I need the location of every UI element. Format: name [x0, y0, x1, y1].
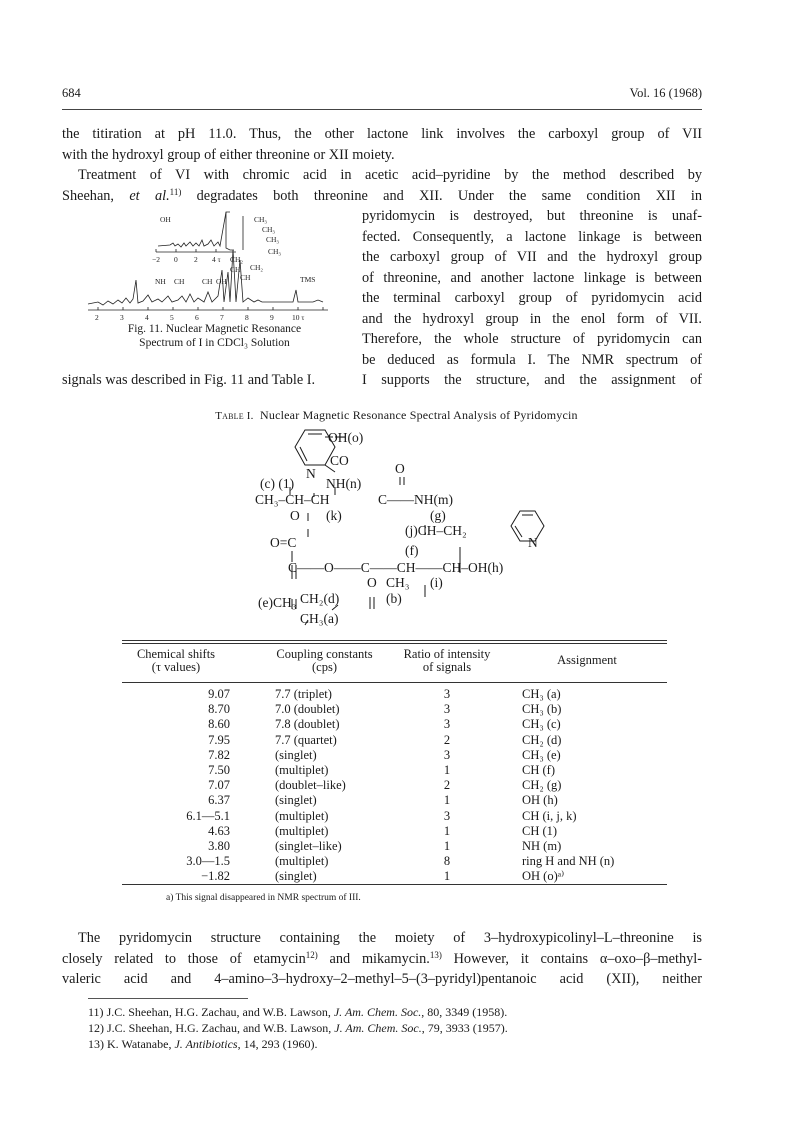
text-line: with the hydroxyl group of either threonine or XII moiety.: [62, 146, 395, 163]
peak-label: NH: [155, 277, 166, 286]
label-oh: OH: [160, 215, 171, 224]
cell-coupling: (singlet): [275, 747, 317, 762]
text-line: The pyridomycin structure containing the moiety of 3–hydroxypicolinyl–L–threonine is: [78, 930, 702, 946]
text-line: Treatment of VI with chromic acid in acetic acid–pyridine by the method described by: [78, 167, 702, 183]
text-line: be deduced as formula I. The NMR spectrum of: [362, 351, 702, 368]
cell-shift: 7.07: [208, 778, 230, 793]
cell-ratio: 3: [443, 717, 451, 732]
tick-label: 9: [270, 313, 274, 322]
cell-shift: 8.60: [208, 717, 230, 732]
formula-text: CH₃(a): [300, 611, 339, 626]
tick-label: 4 τ: [212, 255, 221, 264]
cell-ratio: 1: [443, 762, 451, 777]
formula-text: CH₃: [386, 575, 410, 590]
cell-assignment: CH (1): [522, 823, 558, 838]
footnote-authors: J.C. Sheehan, H.G. Zachau, and W.B. Lawson,: [106, 1005, 334, 1019]
formula-text: O: [290, 508, 300, 523]
peak-label: CH₂: [230, 255, 244, 264]
cell-assignment: CH₃ (e): [522, 747, 561, 762]
footnotes: [88, 1004, 508, 1052]
footnote-citation: , 80, 3349 (1958).: [421, 1005, 508, 1019]
header-chemical-shifts: Chemical shifts (τ values): [136, 647, 216, 674]
cell-coupling: (multiplet): [275, 854, 329, 869]
cell-coupling: (multiplet): [275, 762, 329, 777]
peak-label: CH: [174, 277, 185, 286]
formula-text: (i): [430, 575, 443, 590]
table-rule-top-2: [122, 643, 667, 644]
table-rule-bottom: [122, 884, 667, 885]
text-line: valeric acid and 4–amino–3–hydroxy–2–methyl–5–(3–pyridyl)pentanoic acid (XII), neither: [62, 971, 702, 987]
formula-text: CO: [330, 453, 349, 468]
cell-shift: −1.82: [201, 869, 230, 884]
cell-coupling: 7.8 (doublet): [275, 717, 340, 732]
table-row: [122, 809, 667, 824]
footnote-journal: J. Am. Chem. Soc.: [334, 1021, 422, 1035]
footnote-citation: , 14, 293 (1960).: [237, 1037, 318, 1051]
cell-assignment: CH₂ (g): [522, 778, 562, 793]
table-rule-top: [122, 640, 667, 641]
cell-ratio: 3: [443, 747, 451, 762]
cell-coupling: 7.0 (doublet): [275, 702, 340, 717]
table-row: [122, 748, 667, 763]
peak-label-tms: TMS: [300, 275, 316, 284]
label-ch3: CH₃: [254, 215, 268, 224]
table-row: [122, 733, 667, 748]
cell-shift: 6.1—5.1: [186, 808, 230, 823]
label-ch3: CH₃: [266, 235, 280, 244]
table-rule-mid: [122, 682, 667, 683]
footnote-authors: K. Watanabe,: [107, 1037, 175, 1051]
volume-label: Vol. 16 (1968): [629, 86, 702, 100]
tick-label: 7: [220, 313, 224, 322]
cell-ratio: 1: [443, 869, 451, 884]
tick-label: 2: [194, 255, 198, 264]
peak-label: OH: [216, 277, 227, 286]
formula-text: (c) (1): [260, 476, 295, 491]
table-row: [122, 839, 667, 854]
cell-assignment: CH (f): [522, 762, 555, 777]
footnote-number: 11): [88, 1005, 104, 1019]
footnote-number: 12): [88, 1021, 104, 1035]
formula-text: O=C: [270, 535, 297, 550]
formula-text: (g): [430, 508, 446, 523]
cell-shift: 7.82: [208, 747, 230, 762]
table-row: [122, 824, 667, 839]
cell-ratio: 1: [443, 823, 451, 838]
text-line: Sheehan, et al.$^{11)}$ degradates both threonine and XII. Under the same condition XII in: [62, 186, 702, 204]
footnote: [88, 1036, 508, 1052]
cell-ratio: 1: [443, 838, 451, 853]
page-number: 684: [62, 86, 81, 100]
formula-text: (k): [326, 508, 342, 523]
footnote-journal: J. Antibiotics: [174, 1037, 238, 1051]
formula-text: NH(n): [326, 476, 362, 491]
table-body: [122, 687, 667, 884]
footnote-rule: [88, 998, 248, 999]
reference-13: 13): [429, 949, 442, 960]
cell-assignment: ring H and NH (n): [522, 854, 615, 869]
et-al: et al.: [129, 187, 170, 204]
cell-assignment: CH₃ (c): [522, 717, 561, 732]
paragraph-1: [62, 124, 702, 206]
formula-text: OH(o): [328, 430, 364, 445]
cell-ratio: 3: [443, 808, 451, 823]
header-assignment: Assignment: [557, 653, 617, 667]
cell-assignment: OH (h): [522, 793, 558, 808]
formula-text: (j)CH–CH₂: [405, 523, 467, 538]
table-footnote: a) This signal disappeared in NMR spectrum of III.: [166, 893, 361, 903]
formula-text: (e)CH₃: [258, 595, 297, 610]
table-row: [122, 717, 667, 732]
cell-coupling: (singlet): [275, 793, 317, 808]
footnote-citation: , 79, 3933 (1957).: [421, 1021, 508, 1035]
table-title: Table I. Nuclear Magnetic Resonance Spectral Analysis of Pyridomycin: [215, 408, 578, 422]
cell-coupling: (multiplet): [275, 823, 329, 838]
text-line: closely related to those of etamycin$^{12)}$ and mikamycin.$^{13)}$ However, it contains α–oxo–β–methyl-: [62, 949, 702, 967]
tick-label: 5: [170, 313, 174, 322]
cell-ratio: 1: [443, 793, 451, 808]
peak-label: CH: [240, 273, 251, 282]
formula-text: C——NH(m): [378, 492, 453, 507]
text-line: Therefore, the whole structure of pyridomycin can: [362, 331, 702, 347]
page-header: [62, 86, 702, 106]
tick-label: 8: [245, 313, 249, 322]
cell-shift: 6.37: [208, 793, 230, 808]
label-ch3: CH₃: [268, 247, 282, 256]
table-row: [122, 687, 667, 702]
peak-label: CH₂: [250, 263, 264, 272]
header-coupling-constants: Coupling constants (cps): [276, 647, 373, 674]
text-line: signals was described in Fig. 11 and Table I.: [62, 372, 316, 388]
structural-formula: [230, 425, 550, 640]
cell-assignment: CH₃ (a): [522, 687, 561, 701]
text-line: the titiration at pH 11.0. Thus, the other lactone link involves the carboxyl group of VII: [62, 126, 702, 142]
cell-assignment: NH (m): [522, 838, 562, 853]
paragraph-2: [62, 928, 702, 990]
table-header: [122, 647, 667, 681]
reference-12: 12): [305, 949, 318, 960]
cell-ratio: 2: [443, 732, 451, 747]
text-line: fected. Consequently, a lactone linkage is between: [362, 228, 702, 245]
formula-text: O: [367, 575, 377, 590]
tick-label: 10 τ: [292, 313, 305, 322]
text-line: the carboxyl group of VII and the hydroxyl group: [362, 249, 702, 265]
cell-shift: 7.50: [208, 762, 230, 777]
cell-coupling: (doublet–like): [275, 778, 346, 793]
footnote: [88, 1004, 508, 1020]
cell-coupling: (singlet–like): [275, 838, 342, 853]
text-line: pyridomycin is destroyed, but threonine is unaf-: [362, 208, 702, 224]
formula-text: CH₃–CH–CH: [255, 492, 330, 507]
formula-text: (f): [405, 543, 419, 558]
footnote-authors: J.C. Sheehan, H.G. Zachau, and W.B. Lawson,: [107, 1021, 335, 1035]
paragraph-1-column: [362, 206, 702, 391]
peak-label: CH: [202, 277, 213, 286]
formula-text: N: [528, 535, 538, 550]
reference-11: 11): [169, 186, 182, 197]
table-row: [122, 869, 667, 884]
formula-text: C——O——C——CH——CH–OH(h): [288, 560, 504, 575]
table-row: [122, 854, 667, 869]
cell-ratio: 3: [443, 702, 451, 717]
tick-label: 4: [145, 313, 149, 322]
cell-shift: 7.95: [208, 732, 230, 747]
text-line: of threonine, and another lactone linkage is between: [362, 269, 702, 286]
cell-assignment: OH (o)ᵃ⁾: [522, 869, 565, 884]
formula-text: N: [306, 466, 316, 481]
figure-caption: Fig. 11. Nuclear Magnetic Resonance Spectrum of I in CDCl₃ Solution: [127, 323, 302, 349]
tick-label: 0: [174, 255, 178, 264]
tick-label: −2: [152, 255, 160, 264]
table-row: [122, 793, 667, 808]
peak-label: CH: [230, 265, 241, 274]
tick-label: 2: [95, 313, 99, 322]
label-ch3: CH₃: [262, 225, 276, 234]
text-line: the terminal carboxyl group of pyridomycin acid: [362, 290, 702, 306]
formula-text: CH₂(d): [300, 591, 340, 606]
table-row: [122, 778, 667, 793]
footnote-journal: J. Am. Chem. Soc.: [333, 1005, 422, 1019]
cell-shift: 4.63: [208, 823, 230, 838]
cell-coupling: 7.7 (triplet): [275, 687, 332, 701]
cell-coupling: (multiplet): [275, 808, 329, 823]
cell-ratio: 2: [443, 778, 451, 793]
text-line: I supports the structure, and the assignment of: [362, 372, 702, 388]
header-rule: [62, 109, 702, 110]
cell-shift: 9.07: [208, 687, 230, 701]
footnote-number: 13): [88, 1037, 104, 1051]
formula-text: O: [395, 461, 405, 476]
cell-shift: 8.70: [208, 702, 230, 717]
tick-label: 3: [120, 313, 124, 322]
cell-assignment: CH (i, j, k): [522, 808, 577, 823]
cell-shift: 3.80: [208, 838, 230, 853]
footnote: [88, 1020, 508, 1036]
cell-shift: 3.0—1.5: [186, 854, 230, 869]
cell-coupling: (singlet): [275, 869, 317, 884]
table-row: [122, 702, 667, 717]
cell-coupling: 7.7 (quartet): [275, 732, 337, 747]
cell-assignment: CH₂ (d): [522, 732, 562, 747]
cell-ratio: 3: [443, 687, 451, 701]
header-ratio: Ratio of intensity of signals: [403, 647, 491, 674]
formula-text: (b): [386, 591, 402, 606]
table-row: [122, 763, 667, 778]
text-line: and the hydroxyl group in the enol form of VII.: [362, 310, 702, 327]
cell-ratio: 8: [443, 854, 451, 869]
cell-assignment: CH₃ (b): [522, 702, 562, 717]
tick-label: 6: [195, 313, 199, 322]
